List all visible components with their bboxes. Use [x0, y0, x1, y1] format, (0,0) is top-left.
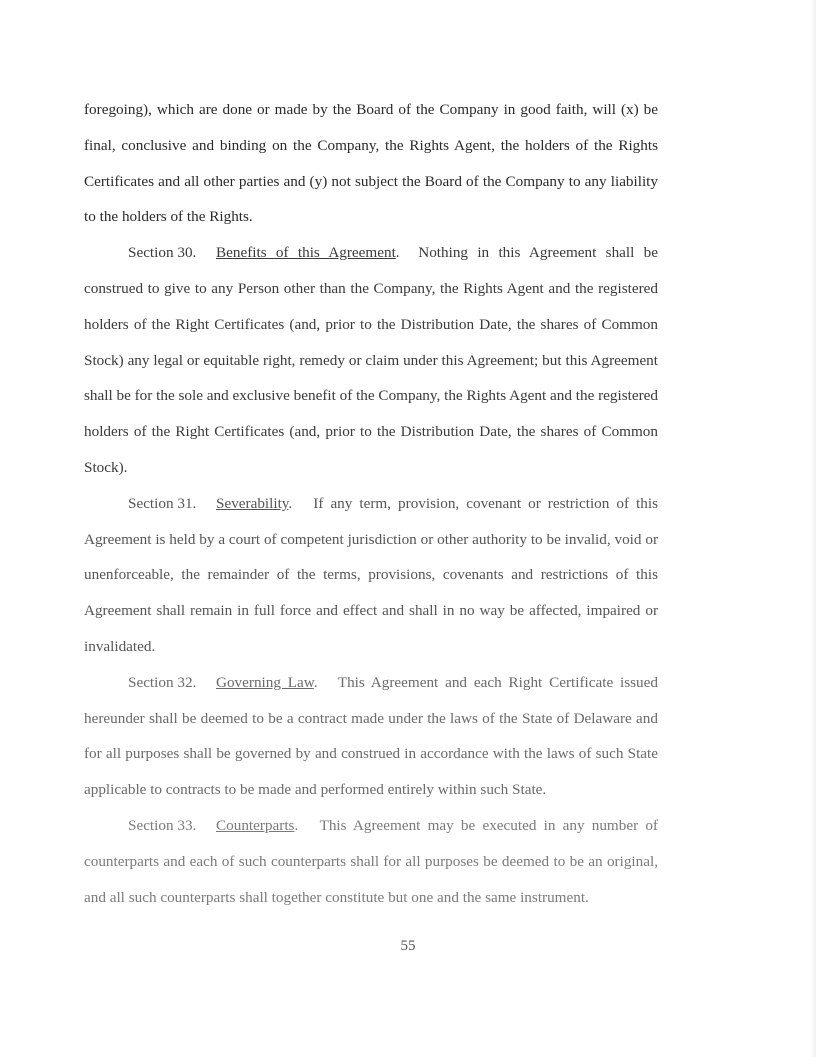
- section-33-paragraph: Section 33. Counterparts. This Agreement may be executed in any number of counterparts and each of such counterparts shall for all purposes be deemed to be an original, and all such counterparts shall together constitute but one and the same instrument.: [84, 808, 658, 915]
- section-33-number: Section 33.: [128, 816, 197, 834]
- section-31-body: If any term, provision, covenant or restriction of this Agreement is held by a court of competent jurisdiction or other authority to be invalid, void or unenforceable, the remainder of the terms, provisions, covenants and restrictions of this Agreement shall remain in full force and effect and shall in no way be affected, impaired or invalidated.: [84, 494, 659, 655]
- section-32-number: Section 32.: [128, 673, 197, 691]
- section-30-body: Nothing in this Agreement shall be construed to give to any Person other than the Company, the Rights Agent and the registered holders of the Right Certificates (and, prior to the Distribution Date, the shares of Common Stock) any legal or equitable right, remedy or claim under this Agreement; but this Agreement shall be for the sole and exclusive benefit of the Company, the Rights Agent and the registered holders of the Right Certificates (and, prior to the Distribution Date, the shares of Common Stock).: [84, 244, 659, 476]
- page-number: 55: [400, 938, 416, 954]
- section-32-body: This Agreement and each Right Certificate issued hereunder shall be deemed to be a contract made under the laws of the State of Delaware and for all purposes shall be governed by and construed in accordance with the laws of such State applicable to contracts to be made and performed entirely within such State.: [84, 673, 658, 799]
- page-edge-shadow: [810, 0, 816, 1057]
- section-31-paragraph: Section 31. Severability. If any term, provision, covenant or restriction of this Agreement is held by a court of competent jurisdiction or other authority to be invalid, void or unenforceable, the remainder of the terms, provisions, covenants and restrictions of this Agreement shall remain in full force and effect and shall in no way be affected, impaired or invalidated.: [84, 486, 658, 665]
- section-31-number: Section 31.: [128, 494, 197, 512]
- continuation-paragraph: foregoing), which are done or made by the Board of the Company in good faith, will (x) be final, conclusive and binding on the Company, the Rights Agent, the holders of the Rights Certificates and all other parties and (y) not subject the Board of the Company to any liability to the holders of the Rights.: [84, 101, 658, 226]
- section-30-title: Benefits of this Agreement: [216, 244, 396, 262]
- section-32-paragraph: Section 32. Governing Law. This Agreement and each Right Certificate issued hereunder shall be deemed to be a contract made under the laws of the State of Delaware and for all purposes shall be governed by and construed in accordance with the laws of such State applicable to contracts to be made and performed entirely within such State.: [84, 665, 658, 808]
- section-30-number: Section 30.: [128, 244, 197, 262]
- section-32-title: Governing Law: [216, 673, 314, 691]
- document-body: [84, 92, 658, 915]
- section-30-paragraph: Section 30. Benefits of this Agreement. Nothing in this Agreement shall be construed to give to any Person other than the Company, the Rights Agent and the registered holders of the Right Certificates (and, prior to the Distribution Date, the shares of Common Stock) any legal or equitable right, remedy or claim under this Agreement; but this Agreement shall be for the sole and exclusive benefit of the Company, the Rights Agent and the registered holders of the Right Certificates (and, prior to the Distribution Date, the shares of Common Stock).: [84, 235, 658, 486]
- section-31-title: Severability: [216, 494, 289, 512]
- section-33-title: Counterparts: [216, 816, 295, 834]
- section-33-body: This Agreement may be executed in any number of counterparts and each of such counterparts shall for all purposes be deemed to be an original, and all such counterparts shall together constitute but one and the same instrument.: [84, 816, 658, 906]
